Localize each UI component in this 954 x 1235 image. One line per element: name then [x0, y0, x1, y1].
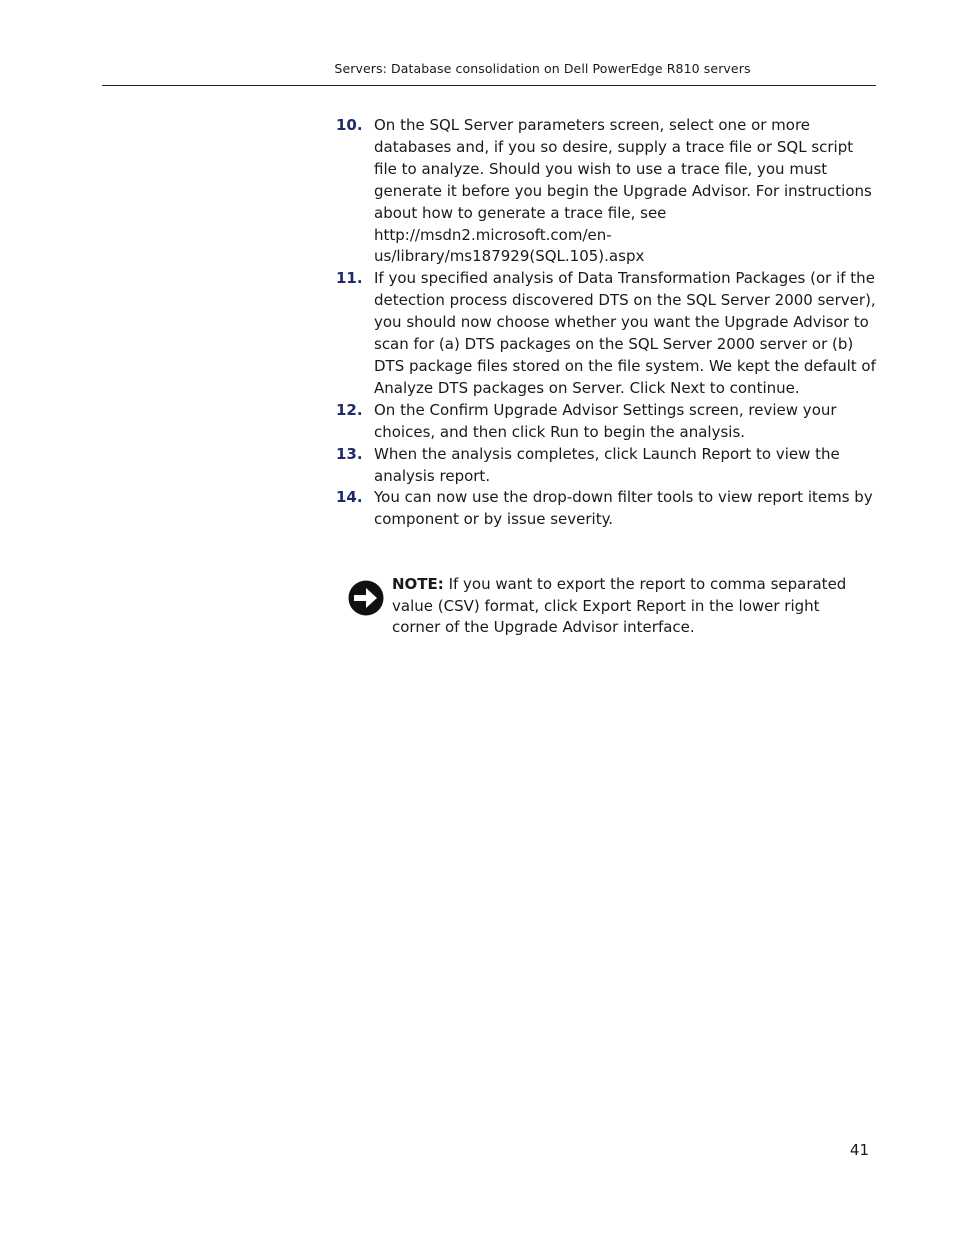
list-item — [336, 444, 876, 488]
note-label: NOTE: — [392, 575, 444, 593]
list-item — [336, 487, 876, 531]
note-body: If you want to export the report to comma separated value (CSV) format, click Export Report in the lower right corner of the Upgrade Advisor interface. — [392, 575, 847, 637]
step-text: On the SQL Server parameters screen, select one or more databases and, if you so desire, supply a trace file or SQL script file to analyze. Should you wish to use a trace file, you must generate it before you begin the Upgrade Advisor. For instructions about how to generate a trace file, see http://msdn2.microsoft.com/en-us/library/ms187929(SQL.105).aspx — [374, 116, 872, 266]
step-number: 12. — [336, 400, 363, 419]
page-number: 41 — [849, 1141, 869, 1159]
list-item — [336, 268, 876, 399]
instruction-steps-list — [336, 115, 876, 531]
list-item — [336, 400, 876, 444]
header-divider — [102, 85, 876, 86]
step-text: When the analysis completes, click Launch Report to view the analysis report. — [374, 444, 840, 485]
list-item — [336, 115, 876, 268]
step-text: You can now use the drop-down filter tools to view report items by component or by issue severity. — [374, 488, 873, 529]
arrow-right-circle-icon — [347, 579, 385, 617]
step-text: If you specified analysis of Data Transformation Packages (or if the detection process discovered DTS on the SQL Server 2000 server), you should now choose whether you want the Upgrade Advisor to scan for (a) DTS packages on the SQL Server 2000 server or (b) DTS package files stored on the file system. We kept the default of Analyze DTS packages on Server. Click Next to continue. — [374, 269, 876, 397]
step-number: 11. — [336, 269, 363, 288]
step-number: 13. — [336, 444, 363, 463]
note-text — [392, 574, 867, 639]
running-header: Servers: Database consolidation on Dell PowerEdge R810 servers — [334, 61, 751, 76]
step-number: 10. — [336, 116, 363, 134]
step-text: On the Confirm Upgrade Advisor Settings screen, review your choices, and then click Run to begin the analysis. — [374, 400, 837, 441]
step-number: 14. — [336, 488, 363, 507]
